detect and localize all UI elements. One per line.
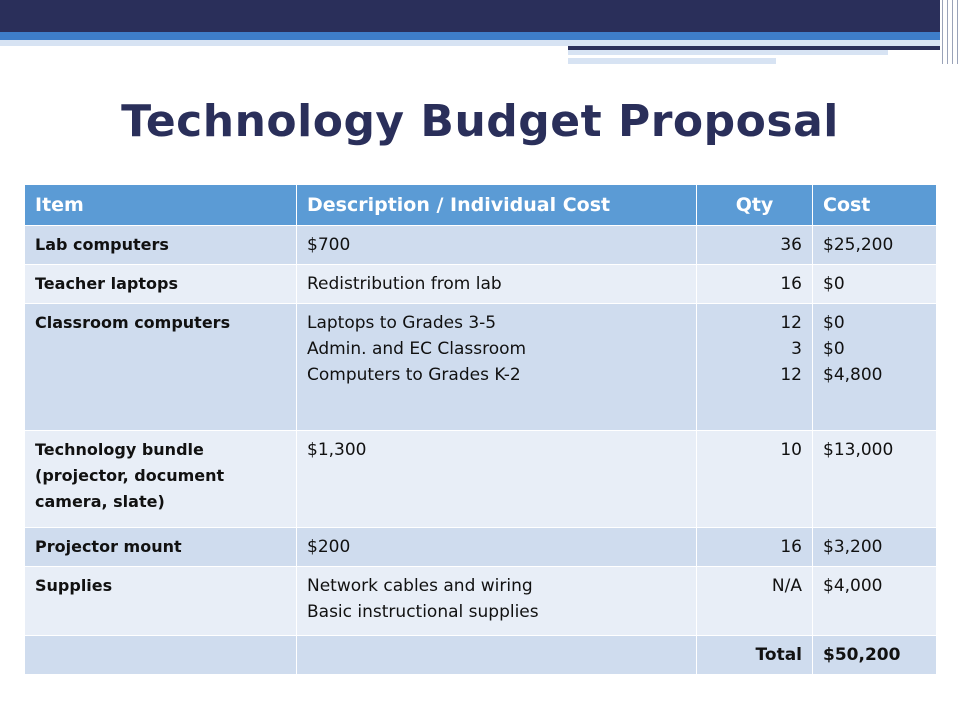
header-accent-pale [568,50,888,55]
total-row [25,636,937,675]
header-accent-pale-short [568,58,776,64]
row-item: Projector mount [25,528,297,567]
row-qty [697,431,813,528]
row-description [297,226,697,265]
row-cost [813,304,937,431]
row-qty [697,528,813,567]
cost-line: $4,800 [823,365,883,385]
qty-line: 16 [780,274,802,294]
description-line: $700 [307,235,351,255]
row-qty [697,304,813,431]
row-qty [697,226,813,265]
cost-line: $0 [823,339,845,359]
cost-line: $3,200 [823,537,883,557]
row-cost [813,226,937,265]
description-line: Redistribution from lab [307,274,502,294]
description-line: Admin. and EC Classroom [307,339,527,359]
row-description [297,567,697,636]
total-empty-cell [297,636,697,675]
row-cost [813,567,937,636]
description-line: Computers to Grades K-2 [307,365,521,385]
row-qty [697,567,813,636]
qty-line: N/A [771,576,802,596]
budget-table [24,184,937,675]
qty-line: 10 [780,440,802,460]
description-line: Laptops to Grades 3-5 [307,313,497,333]
description-line: $200 [307,537,351,557]
cost-line: $0 [823,274,845,294]
qty-line: 12 [780,313,802,333]
row-cost [813,431,937,528]
table-header-row [25,185,937,226]
cost-line: $25,200 [823,235,894,255]
description-line: Basic instructional supplies [307,602,539,622]
table-row [25,528,937,567]
qty-line: 36 [780,235,802,255]
row-cost [813,265,937,304]
table-row [25,567,937,636]
qty-line: 3 [791,339,802,359]
row-qty [697,265,813,304]
header-item: Item [25,185,297,226]
row-item: Teacher laptops [25,265,297,304]
qty-line: 12 [780,365,802,385]
header-bar-navy [0,0,940,32]
description-line: $1,300 [307,440,367,460]
table-row [25,226,937,265]
cost-line: $4,000 [823,576,883,596]
row-description [297,304,697,431]
header-cost: Cost [813,185,937,226]
header-vertical-lines [940,0,960,64]
row-item: Lab computers [25,226,297,265]
table-row [25,265,937,304]
qty-line: 16 [780,537,802,557]
row-cost [813,528,937,567]
row-item: Classroom computers [25,304,297,431]
row-description [297,431,697,528]
row-item: Supplies [25,567,297,636]
cost-line: $13,000 [823,440,894,460]
row-description [297,528,697,567]
table-row [25,431,937,528]
header-qty: Qty [697,185,813,226]
table-row [25,304,937,431]
header-description: Description / Individual Cost [297,185,697,226]
slide-title: Technology Budget Proposal [121,96,839,147]
total-label: Total [697,636,813,675]
description-line: Network cables and wiring [307,576,533,596]
row-item: Technology bundle (projector, document camera, slate) [25,431,297,528]
row-description [297,265,697,304]
header-bar-blue [0,32,940,40]
total-empty-cell [25,636,297,675]
total-value: $50,200 [813,636,937,675]
cost-line: $0 [823,313,845,333]
